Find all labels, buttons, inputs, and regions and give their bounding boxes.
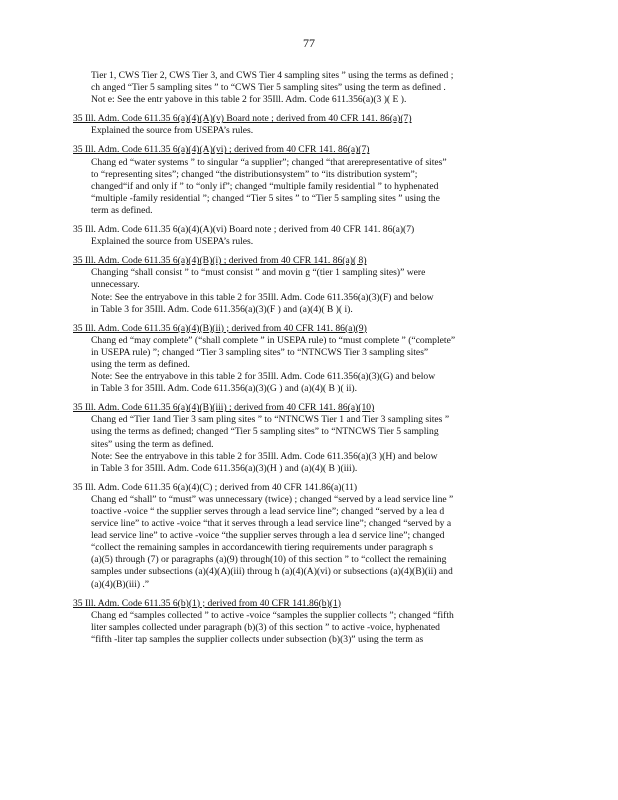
explanation-line: Note: See the entryabove in this table 2 for 35Ill. Adm. Code 611.356(a)(3)(G) and below: [91, 371, 436, 383]
table-entry: [73, 144, 548, 217]
explanation-line: using the term as defined.: [91, 358, 190, 370]
entry-citation: 35 Ill. Adm. Code 611.35 6(a)(4)(B)(i) ; derived from 40 CFR 141. 86(a)( 8): [73, 255, 367, 267]
entry-explanation: [73, 236, 548, 248]
intro-paragraph: [73, 70, 548, 106]
entries-list: [73, 113, 548, 646]
table-entry: [73, 482, 548, 591]
explanation-line: term as defined.: [91, 204, 153, 216]
explanation-line: Explained the source from USEPA’s rules.: [91, 125, 254, 137]
explanation-line: Chang ed “water systems ” to singular “a supplier”; changed “that arerepresentative of sites”: [91, 156, 447, 168]
intro-line: ch anged “Tier 5 sampling sites ” to “CWS Tier 5 sampling sites” using the term as defined .: [91, 82, 446, 94]
explanation-line: using the terms as defined; changed “Tier 5 sampling sites” to “NTNCWS Tier 5 sampling: [91, 426, 439, 438]
entry-explanation: [73, 335, 548, 395]
entry-citation: 35 Ill. Adm. Code 611.35 6(b)(1) ; derived from 40 CFR 141.86(b)(1): [73, 597, 341, 609]
explanation-line: “multiple -family residential ”; changed “Tier 5 sites ” to “Tier 5 sampling sites ” using the: [91, 192, 440, 204]
entry-citation: 35 Ill. Adm. Code 611.35 6(a)(4)(B)(ii) ; derived from 40 CFR 141. 86(a)(9): [73, 322, 367, 334]
explanation-line: Chang ed “samples collected ” to active -voice “samples the supplier collects ”; changed “fifth: [91, 609, 454, 621]
entry-explanation: [73, 414, 548, 474]
entry-explanation: [73, 494, 548, 591]
entry-citation: 35 Ill. Adm. Code 611.35 6(a)(4)(A)(vi) Board note ; derived from 40 CFR 141. 86(a)(7): [73, 224, 415, 236]
page-number: 77: [303, 36, 315, 50]
intro-line: Not e: See the entr yabove in this table 2 for 35Ill. Adm. Code 611.356(a)(3 )( E ).: [91, 94, 407, 106]
entry-explanation: [73, 157, 548, 217]
table-entry: [73, 402, 548, 475]
explanation-line: Chang ed “Tier 1and Tier 3 sam pling sites ” to “NTNCWS Tier 1 and Tier 3 sampling sites ”: [91, 414, 450, 426]
table-entry: [73, 113, 548, 137]
explanation-line: changed“if and only if ” to “only if”; changed “multiple family residential ” to hyphenated: [91, 180, 439, 192]
entry-explanation: [73, 267, 548, 315]
intro-line: Tier 1, CWS Tier 2, CWS Tier 3, and CWS Tier 4 sampling sites ” using the terms as defined ;: [91, 70, 454, 81]
entry-explanation: [73, 610, 548, 646]
entry-citation: 35 Ill. Adm. Code 611.35 6(a)(4)(A)(vi) ; derived from 40 CFR 141. 86(a)(7): [73, 144, 370, 156]
explanation-line: toactive -voice “ the supplier serves through a lead service line”; changed “served by a lea d: [91, 506, 445, 517]
explanation-line: (a)(5) through (7) or paragraphs (a)(9) through(10) of this section ” to “collect the remaining: [91, 554, 447, 566]
table-entry: [73, 323, 548, 396]
explanation-line: sites” using the term as defined.: [91, 438, 214, 450]
explanation-line: in Table 3 for 35Ill. Adm. Code 611.356(a)(3)(G ) and (a)(4)( B )( ii).: [91, 383, 358, 395]
table-entry: [73, 598, 548, 646]
explanation-line: in USEPA rule) ”; changed “Tier 3 sampling sites” to “NTNCWS Tier 3 sampling sites”: [91, 346, 429, 358]
explanation-line: Explained the source from USEPA’s rules.: [91, 236, 254, 248]
explanation-line: samples under subsections (a)(4)(A)(iii) throug h (a)(4)(A)(vi) or subsections (a)(4)(B)(ii) and: [91, 566, 453, 578]
document-body: [73, 70, 548, 653]
explanation-line: in Table 3 for 35Ill. Adm. Code 611.356(a)(3)(H ) and (a)(4)( B )(iii).: [91, 462, 358, 474]
explanation-line: liter samples collected under paragraph (b)(3) of this section ” to active -voice, hyphenated: [91, 621, 440, 633]
entry-citation: 35 Ill. Adm. Code 611.35 6(a)(4)(A)(v) Board note ; derived from 40 CFR 141. 86(a)(7): [73, 113, 412, 125]
table-entry: [73, 224, 548, 248]
explanation-line: to “representing sites”; changed “the distributionsystem” to “its distribution system”;: [91, 168, 418, 180]
explanation-line: lead service line” to active -voice “the supplier serves through a lea d service line”; changed: [91, 530, 445, 542]
explanation-line: service line” to active -voice “that it serves through a lead service line”; changed “served by a: [91, 518, 452, 530]
table-entry: [73, 255, 548, 315]
explanation-line: Chang ed “shall” to “must” was unnecessary (twice) ; changed “served by a lead service line ”: [91, 493, 454, 505]
explanation-line: Note: See the entryabove in this table 2 for 35Ill. Adm. Code 611.356(a)(3 )(H) and below: [91, 450, 438, 462]
entry-citation: 35 Ill. Adm. Code 611.35 6(a)(4)(C) ; derived from 40 CFR 141.86(a)(11): [73, 481, 358, 493]
explanation-line: in Table 3 for 35Ill. Adm. Code 611.356(a)(3)(F ) and (a)(4)( B )( i).: [91, 303, 353, 315]
entry-citation: 35 Ill. Adm. Code 611.35 6(a)(4)(B)(iii) ; derived from 40 CFR 141. 86(a)(10): [73, 402, 375, 414]
explanation-line: Note: See the entryabove in this table 2 for 35Ill. Adm. Code 611.356(a)(3)(F) and below: [91, 291, 434, 303]
explanation-line: (a)(4)(B)(iii) .”: [91, 578, 150, 590]
explanation-line: “fifth -liter tap samples the supplier collects under subsection (b)(3)” using the term as: [91, 633, 424, 645]
explanation-line: Chang ed “may complete” (“shall complete ” in USEPA rule) to “must complete ” (“complete”: [91, 334, 456, 346]
entry-explanation: [73, 125, 548, 137]
explanation-line: unnecessary.: [91, 279, 140, 291]
explanation-line: Changing “shall consist ” to “must consist ” and movin g “(tier 1 sampling sites)” were: [91, 267, 426, 279]
explanation-line: “collect the remaining samples in accordancewith tiering requirements under paragraph s: [91, 542, 434, 554]
